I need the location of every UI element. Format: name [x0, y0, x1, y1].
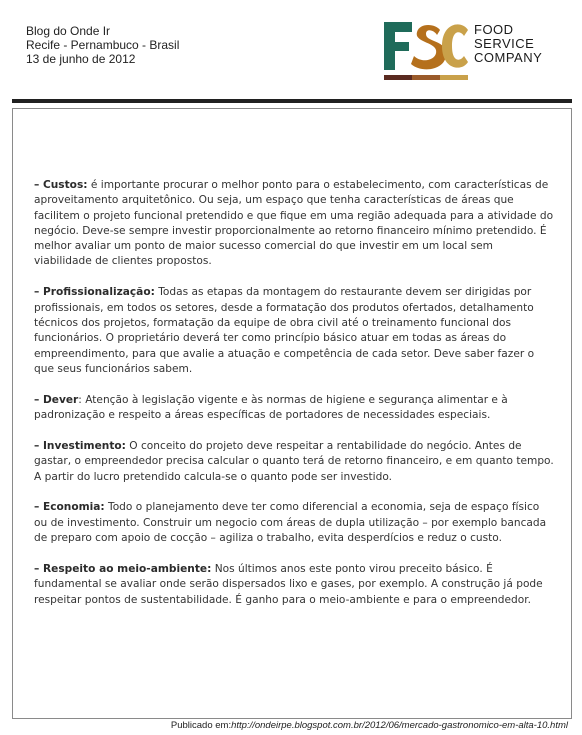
section-heading: – Custos: — [34, 179, 88, 191]
section-professionalization — [34, 285, 554, 377]
section-heading: – Respeito ao meio-ambiente: — [34, 562, 212, 575]
section-heading: – Dever — [34, 393, 79, 406]
fsc-logo — [362, 6, 576, 92]
section-investment — [34, 439, 554, 485]
section-text: Nos últimos anos este ponto virou preceito básico. É fundamental se avaliar onde serão dispersados lixo e gases, por exemplo. A construção já pode respeitar pontos de sustentabilidade. É ganho para o meio-ambiente e para o empreendedor. — [34, 562, 543, 606]
section-environment — [34, 562, 554, 608]
section-text: : Atenção à legislação vigente e às normas de higiene e segurança alimentar e à padronização e respeito a áreas específicas de portadores de necessidades especiais. — [34, 393, 508, 422]
section-text: Todas as etapas da montagem do restaurante devem ser dirigidas por profissionais, em todos os setores, desde a formatação dos produtos ofertados, detalhamento técnicos dos projetos, formatação da equipe de obra civil até o treinamento funcional dos funcionários. O proprietário deverá ter como princípio básico atuar em todas as áreas do empreendimento, para que avalie a atuação e competência de cada setor. Deve saber fazer o que seus funcionários sabem. — [34, 286, 535, 375]
fsc-logo-mark-icon — [382, 18, 470, 84]
section-duty — [34, 393, 554, 424]
source-prefix: Publicado em: — [170, 720, 232, 731]
section-costs — [34, 178, 554, 270]
logo-line-service: SERVICE — [474, 36, 535, 51]
section-text: Todo o planejamento deve ter como diferencial a economia, seja de espaço físico ou de investimento. Construir um negocio com áreas de dupla utilização – por exemplo bancada de preparo com apoio de cocção – agiliza o trabalho, evita desperdícios e reduz o custo. — [34, 501, 547, 545]
source-footer — [171, 720, 568, 731]
logo-wordmark — [474, 23, 542, 65]
source-url: http://ondeirpe.blogspot.com.br/2012/06/mercado-gastronomico-em-alta-10.html — [231, 720, 568, 731]
section-heading: – Profissionalização: — [34, 286, 155, 299]
article-body — [34, 178, 554, 623]
location: Recife - Pernambuco - Brasil — [26, 38, 180, 52]
section-text: O conceito do projeto deve respeitar a rentabilidade do negócio. Antes de gastar, o empreendedor precisa calcular o quanto terá de retorno financeiro, e em quanto tempo. A partir do lucro pretendido calcula-se o quanto pode ser investido. — [34, 439, 554, 483]
section-text: é importante procurar o melhor ponto para o estabelecimento, com características de aproveitamento arquitetônico. Ou seja, um espaço que tenha características de áreas que facilitem o projeto funcional pretendido e que fique em uma região adequada para a atividade do negócio. Deve-se sempre investir proporcionalmente ao retorno financeiro mínimo pretendido. É melhor avaliar um ponto de maior sucesso comercial do que investir em um local sem viabilidade de clientes propostos. — [34, 179, 554, 268]
section-heading: – Economia: — [34, 501, 105, 514]
publication-date: 13 de junho de 2012 — [26, 52, 136, 66]
blog-name: Blog do Onde Ir — [26, 24, 111, 38]
header-divider — [12, 99, 572, 103]
publication-info — [26, 24, 179, 66]
section-heading: – Investimento: — [34, 439, 126, 452]
logo-line-food: FOOD — [474, 22, 514, 37]
section-economy — [34, 500, 554, 546]
logo-line-company: COMPANY — [474, 50, 543, 65]
